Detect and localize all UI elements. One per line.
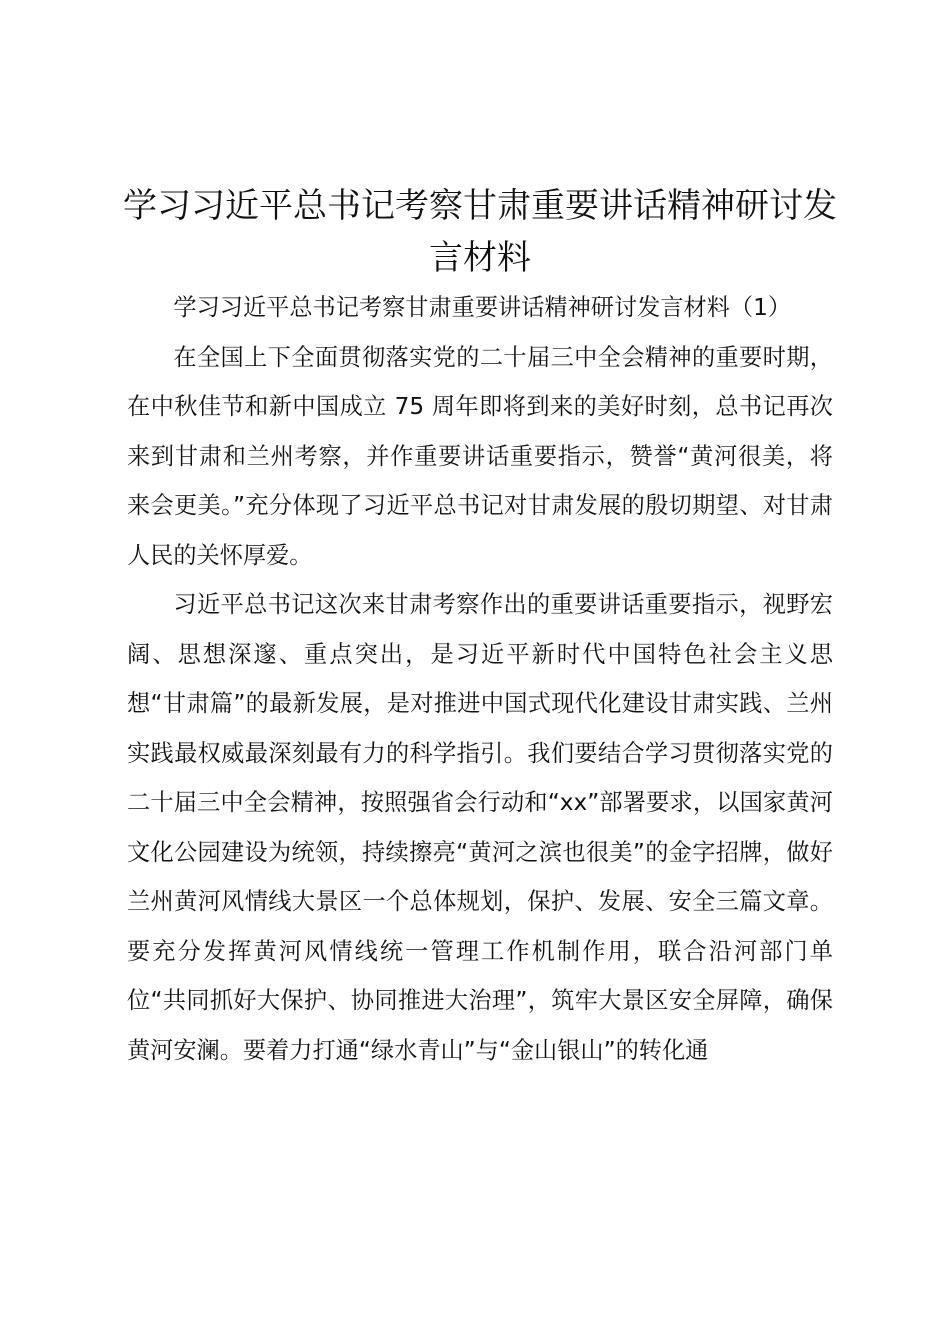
paragraph-subtitle: 学习习近平总书记考察甘肃重要讲话精神研讨发言材料（1）: [173, 294, 792, 321]
document-body: [127, 283, 833, 1075]
paragraph-2: 习近平总书记这次来甘肃考察作出的重要讲话重要指示，视野宏阔、思想深邃、重点突出，是习近平新时代中国特色社会主义思想“甘肃篇”的最新发展，是对推进中国式现代化建设甘肃实践、兰州实践最权威最深刻最有力的科学指引。我们要结合学习贯彻落实党的二十届三中全会精神，按照强省会行动和“xx”部署要求，以国家黄河文化公园建设为统领，持续擦亮“黄河之滨也很美”的金字招牌，做好兰州黄河风情线大景区一个总体规划，保护、发展、安全三篇文章。要充分发挥黄河风情线统一管理工作机制作用，联合沿河部门单位“共同抓好大保护、协同推进大治理”，筑牢大景区安全屏障，确保黄河安澜。要着力打通“绿水青山”与“金山银山”的转化通: [127, 591, 833, 1064]
document-title: 学习习近平总书记考察甘肃重要讲话精神研讨发言材料: [123, 186, 837, 278]
paragraph-1: 在全国上下全面贯彻落实党的二十届三中全会精神的重要时期，在中秋佳节和新中国成立 75 周年即将到来的美好时刻，总书记再次来到甘肃和兰州考察，并作重要讲话重要指示，赞誉“黄河很美，将来会更美。”充分体现了习近平总书记对甘肃发展的殷切期望、对甘肃人民的关怀厚爱。: [127, 343, 833, 569]
